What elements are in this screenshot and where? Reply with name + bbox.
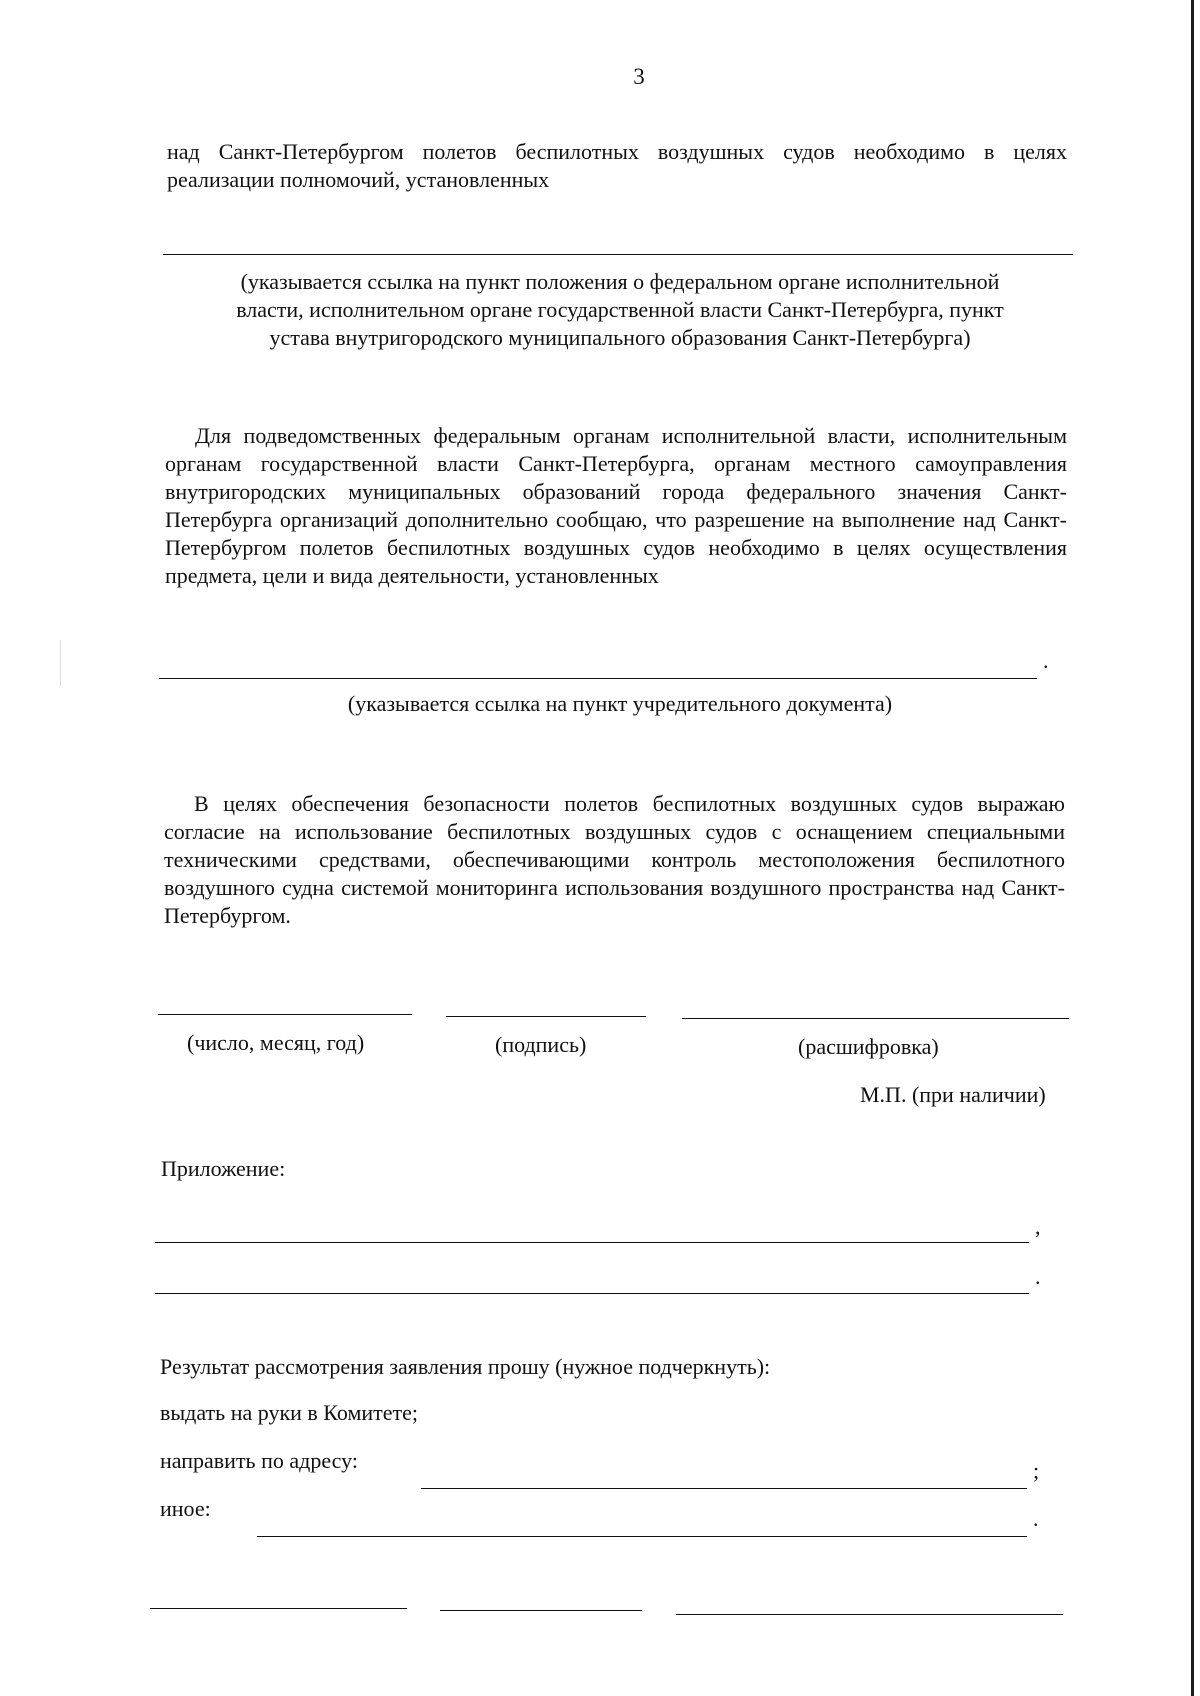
- scan-mark: [60, 640, 61, 686]
- safety-consent-paragraph: [164, 790, 1065, 930]
- caption-line-3: устава внутригородского муниципального образования Санкт-Петербурга): [269, 325, 971, 350]
- attachment-heading: Приложение:: [161, 1156, 286, 1181]
- caption-line-2: власти, исполнительном органе государственной власти Санкт-Петербурга, пункт: [236, 297, 1004, 322]
- intro-text: над Санкт-Петербургом полетов беспилотных воздушных судов необходимо в целях реализации полномочий, установленных: [167, 139, 1067, 192]
- signature-line: [446, 1016, 646, 1017]
- name-decode-caption: (расшифровка): [798, 1034, 939, 1059]
- name-decode-line: [682, 1018, 1069, 1019]
- bottom-date-line: [150, 1608, 407, 1609]
- authority-reference-caption: [160, 268, 1080, 352]
- charter-line-trail: .: [1043, 648, 1049, 673]
- signature-caption: (подпись): [495, 1032, 587, 1057]
- charter-reference-line: [159, 678, 1037, 679]
- date-caption: (число, месяц, год): [187, 1030, 365, 1055]
- safety-text: В целях обеспечения безопасности полетов беспилотных воздушных судов выражаю согласие на использование беспилотных воздушных судов с оснащением специальными техническими средствами, обеспечивающими контроль местоположения беспилотного воздушного судна системой мониторинга использования воздушного пространства над Санкт-Петербургом.: [164, 791, 1065, 928]
- subordinate-text: Для подведомственных федеральным органам исполнительной власти, исполнительным органам государственной власти Санкт-Петербурга, органам местного самоуправления внутригородских муниципальных образований города федерального значения Санкт-Петербурга организаций дополнительно сообщаю, что разрешение на выполнение над Санкт-Петербургом полетов беспилотных воздушных судов необходимо в целях осуществления предмета, цели и вида деятельности, установленных: [165, 423, 1067, 588]
- date-line: [158, 1014, 412, 1015]
- other-line-trail: .: [1033, 1506, 1039, 1531]
- charter-caption-text: (указывается ссылка на пункт учредительного документа): [347, 691, 893, 716]
- result-heading: Результат рассмотрения заявления прошу (нужное подчеркнуть):: [160, 1354, 771, 1379]
- result-option-mail-label: направить по адресу:: [160, 1448, 358, 1473]
- result-option-other-label: иное:: [160, 1496, 211, 1521]
- stamp-caption: М.П. (при наличии): [860, 1082, 1046, 1107]
- subordinate-organizations-paragraph: [165, 422, 1067, 590]
- address-line-trail: ;: [1033, 1458, 1040, 1483]
- attachment-line-2: [155, 1293, 1029, 1294]
- address-line: [421, 1488, 1027, 1489]
- attachment-line-1: [155, 1242, 1029, 1243]
- other-line: [257, 1536, 1027, 1537]
- attachment-line-2-trail: .: [1035, 1264, 1041, 1289]
- page-number: 3: [633, 64, 645, 89]
- bottom-name-decode-line: [676, 1614, 1063, 1615]
- attachment-line-1-trail: ,: [1035, 1214, 1041, 1239]
- page-edge-shadow: [1191, 0, 1194, 1696]
- result-option-hand-over: выдать на руки в Комитете;: [160, 1400, 419, 1425]
- bottom-signature-line: [440, 1610, 642, 1611]
- intro-paragraph: [167, 138, 1067, 194]
- caption-line-1: (указывается ссылка на пункт положения о федеральном органе исполнительной: [240, 269, 1000, 294]
- charter-reference-caption: [160, 690, 1080, 718]
- authority-reference-line: [163, 254, 1073, 255]
